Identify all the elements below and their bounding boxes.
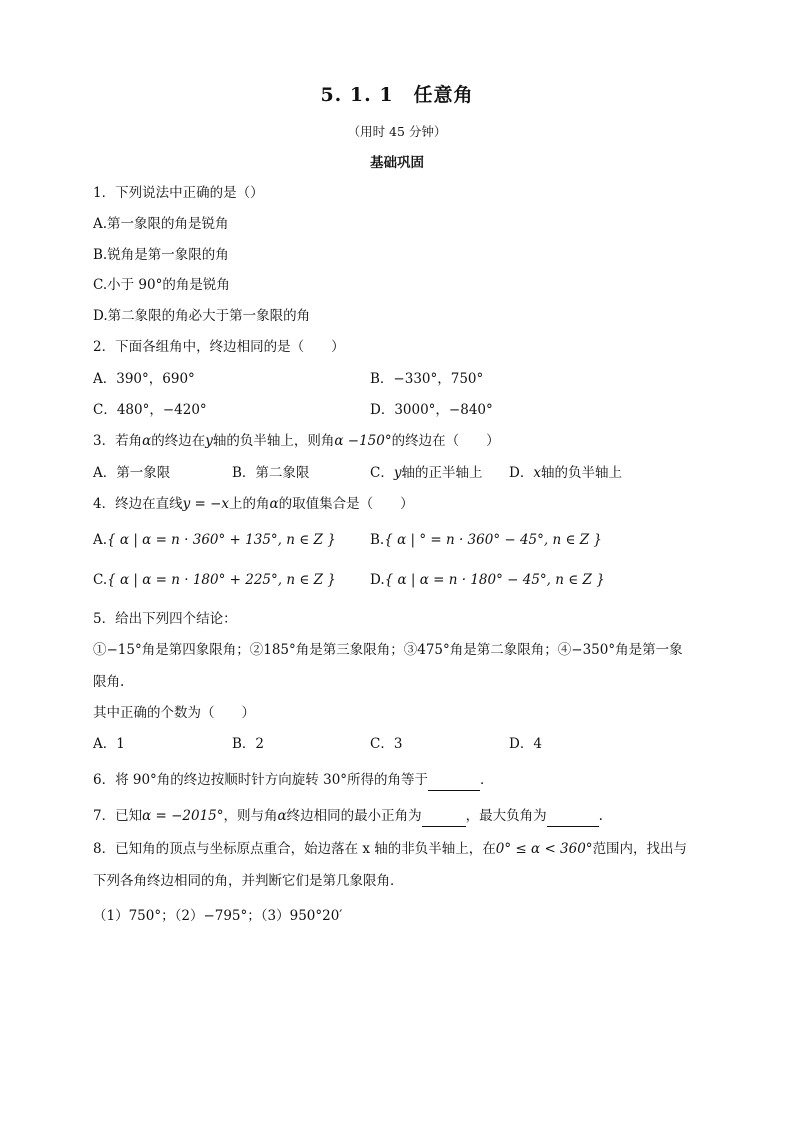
q4-option-a-label: A. [93, 532, 108, 548]
q8-stem-line2: 下列各角终边相同的角，并判断它们是第几象限角． [93, 873, 404, 889]
q3-option-c-post: 轴的正半轴上 [401, 465, 483, 481]
q8-stem-line1 [93, 839, 687, 859]
q4-line-eq: y = −x [182, 496, 230, 512]
q5-option-b: B．2 [232, 736, 265, 752]
q5-option-d: D．4 [509, 736, 542, 752]
q7-stem-mid1: ，则与角 [223, 808, 278, 824]
q3-stem-mid1: 的终边在 [151, 433, 206, 449]
q3-expr: α −150° [334, 433, 392, 449]
q5-stem: 5．给出下列四个结论： [93, 611, 237, 627]
q3-option-d-post: 轴的负半轴上 [540, 465, 622, 481]
q3-option-d-var: x [533, 465, 541, 481]
q1-option-b: B.锐角是第一象限的角 [93, 247, 229, 263]
q3-alpha: α [142, 433, 152, 449]
q1-stem: 1．下列说法中正确的是（） [93, 185, 264, 201]
q7-stem [93, 806, 603, 827]
q3-option-a: A．第一象限 [93, 465, 171, 481]
q1-option-d: D.第二象限的角必大于第一象限的角 [93, 308, 311, 324]
q4-option-c [93, 570, 336, 590]
q4-option-d-label: D. [370, 572, 385, 588]
q4-stem-mid: 上的角 [229, 496, 270, 512]
q4-option-a-set: { α | α = n · 360° + 135°, n ∈ Z } [107, 532, 336, 548]
q6-stem-post: ． [480, 772, 494, 788]
q4-option-b [370, 530, 602, 550]
q7-stem-mid2: 终边相同的最小正角为 [286, 808, 422, 824]
q4-option-d [370, 570, 605, 590]
q1-option-c: C.小于 90°的角是锐角 [93, 277, 230, 293]
q4-option-a [93, 530, 336, 550]
section-heading: 基础巩固 [370, 155, 424, 171]
q4-stem-post: 的取值集合是（ ） [278, 496, 414, 512]
q5-option-a: A．1 [93, 736, 125, 752]
q4-stem-pre: 4．终边在直线 [93, 496, 183, 512]
q4-option-d-set: { α | α = n · 180° − 45°, n ∈ Z } [384, 572, 605, 588]
q7-stem-post: . [598, 808, 603, 824]
q3-option-b: B．第二象限 [232, 465, 310, 481]
q3-y: y [205, 433, 213, 449]
q2-option-a: A．390°，690° [93, 371, 195, 387]
q8-line1-pre: 8．已知角的顶点与坐标原点重合，始边落在 x 轴的非负半轴上，在 [93, 841, 496, 857]
q3-stem-pre: 3．若角 [93, 433, 143, 449]
q8-range: 0° ≤ α < 360° [495, 841, 593, 857]
q2-option-c: C．480°，−420° [93, 402, 207, 418]
page-title: 5. 1. 1 任意角 [320, 84, 474, 106]
q3-option-c [370, 463, 482, 483]
q4-option-b-set: { α | ° = n · 360° − 45°, n ∈ Z } [384, 532, 603, 548]
q4-option-c-label: C. [93, 572, 108, 588]
q2-option-b: B．−330°，750° [370, 371, 484, 387]
q3-option-c-var: y [393, 465, 402, 481]
q5-option-c: C．3 [370, 736, 403, 752]
q4-alpha: α [269, 496, 279, 512]
q5-ask: 其中正确的个数为（ ） [93, 705, 255, 721]
q6-stem-pre: 6．将 90°角的终边按顺时针方向旋转 30°所得的角等于 [93, 772, 429, 788]
time-limit: （用时 45 分钟） [347, 124, 447, 139]
q2-stem: 2．下面各组角中，终边相同的是（ ） [93, 339, 345, 355]
q7-negative-blank[interactable] [547, 806, 599, 827]
q6-stem [93, 770, 494, 791]
q7-positive-blank[interactable] [422, 806, 466, 827]
q4-option-b-label: B. [370, 532, 385, 548]
q3-option-c-pre: C． [370, 465, 394, 481]
q5-statements-line2: 限角. [93, 674, 125, 690]
q1-option-a: A.第一象限的角是锐角 [93, 216, 229, 232]
q4-stem [93, 494, 414, 514]
q3-stem-mid2: 轴的负半轴上，则角 [212, 433, 335, 449]
q7-stem-mid3: ，最大负角为 [465, 808, 547, 824]
q4-option-c-set: { α | α = n · 180° + 225°, n ∈ Z } [107, 572, 336, 588]
q7-alpha: α [277, 808, 287, 824]
q3-stem-post: 的终边在（ ） [391, 433, 500, 449]
q2-option-d: D．3000°，−840° [370, 402, 493, 418]
q7-eq: α = −2015° [142, 808, 224, 824]
q7-stem-pre: 7．已知 [93, 808, 143, 824]
q5-statements-line1: ①−15°角是第四象限角；②185°角是第三象限角；③475°角是第二象限角；④−350°角是第一象 [93, 642, 683, 658]
q3-option-d [509, 463, 622, 483]
q6-answer-blank[interactable] [428, 770, 480, 791]
q8-line1-post: 范围内，找出与 [592, 841, 688, 857]
q3-option-d-pre: D． [509, 465, 534, 481]
q3-stem [93, 431, 500, 451]
q8-items: （1）750°；（2）−795°；（3）950°20′ [93, 908, 343, 924]
